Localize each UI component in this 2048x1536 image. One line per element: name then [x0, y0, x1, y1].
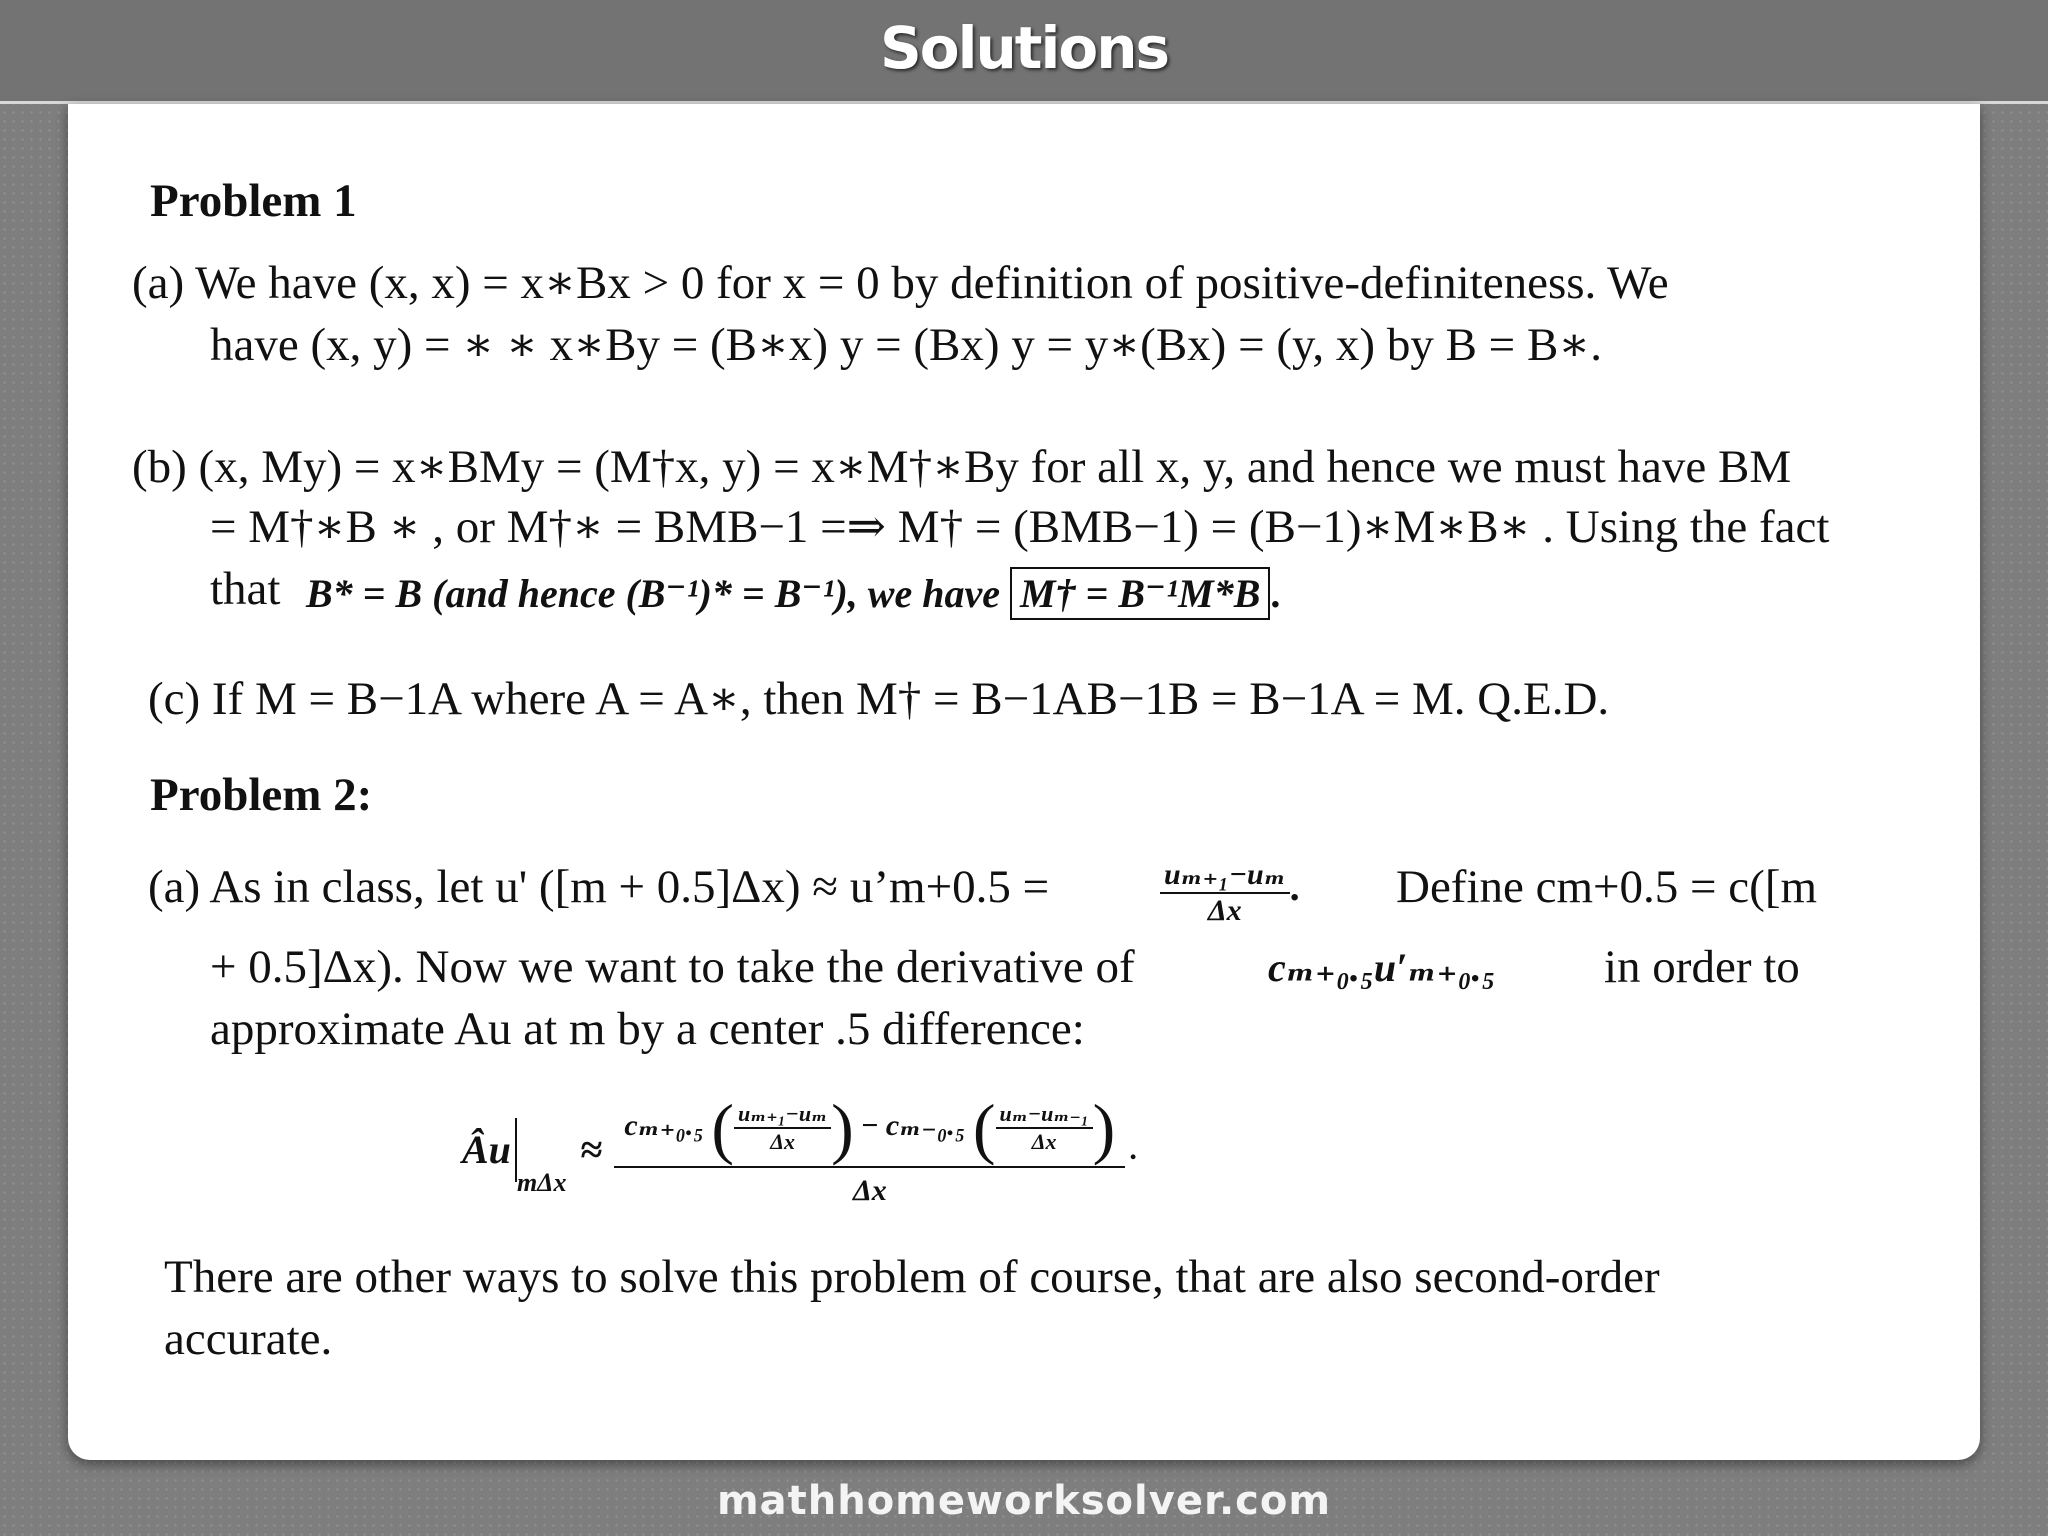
eq-denominator: Δx [852, 1174, 887, 1207]
problem2-a-frac-num: uₘ₊₁−uₘ [1160, 860, 1290, 894]
problem1-b-math-end: . [1270, 571, 1281, 616]
problem2-a-line2-end: in order to [1604, 941, 1800, 993]
problem2-a-line1-text: (a) As in class, let u' ([m + 0.5]Δx) ≈ u’m+0.5 = [148, 861, 1050, 913]
eq-end: . [1129, 1133, 1137, 1166]
eq-c2: cₘ₋₀.₅ [885, 1108, 966, 1142]
page-title: Solutions [879, 14, 1169, 82]
problem1-b-line3-prefix: that [210, 563, 281, 615]
title-bar [0, 0, 2048, 104]
problem1-b-math [306, 571, 1281, 616]
problem2-a-frac-den: Δx [1207, 894, 1242, 927]
problem2-a-fraction [1160, 860, 1300, 926]
problem2-a-define: Define cm+0.5 = c([m [1396, 861, 1818, 913]
problem1-b-line1: (b) (x, My) = x∗BMy = (M†x, y) = x∗M†∗By for all x, y, and hence we must have BM [132, 441, 1792, 493]
eq-f1-den: Δx [770, 1129, 795, 1154]
eq-lhs: Âu [462, 1118, 517, 1182]
problem2-a-line2-text: + 0.5]Δx). Now we want to take the derivative of [210, 941, 1135, 993]
eq-c1: cₘ₊₀.₅ [624, 1108, 704, 1142]
content-card [68, 104, 1980, 1460]
problem1-c-line: (c) If M = B−1A where A = A∗, then M† = B−1AB−1B = B−1A = M. Q.E.D. [148, 673, 1610, 725]
problem2-a-line3: approximate Au at m by a center .5 difference: [210, 1003, 1085, 1055]
eq-lhs-subscript: mΔx [516, 1168, 567, 1197]
problem1-b-math-boxed: M† = B⁻¹M*B [1010, 567, 1270, 620]
problem2-heading: Problem 2: [150, 769, 373, 821]
problem2-note-line1: There are other ways to solve this problem of course, that are also second-order [164, 1251, 1660, 1303]
eq-approx: ≈ [580, 1127, 603, 1172]
eq-f2-num: uₘ−uₘ₋₁ [996, 1103, 1093, 1129]
problem2-a-line2-math: cₘ₊₀.₅u′ₘ₊₀.₅ [1268, 945, 1496, 990]
problem1-a-line1: (a) We have (x, x) = x∗Bx > 0 for x = 0 by definition of positive-definiteness. We [132, 257, 1669, 309]
eq-minus: − [861, 1108, 879, 1142]
problem1-heading: Problem 1 [150, 175, 357, 227]
problem1-b-line2: = M†∗B ∗ , or M†∗ = BMB−1 =⇒ M† = (BMB−1) = (B−1)∗M∗B∗ . Using the fact [210, 501, 1830, 553]
eq-f1-num: uₘ₊₁−uₘ [734, 1103, 831, 1129]
eq-f2-den: Δx [1031, 1129, 1057, 1154]
problem1-b-math-plain: B* = B (and hence (B⁻¹)* = B⁻¹), we have [306, 571, 1000, 616]
footer-site: mathhomeworksolver.com [716, 1478, 1332, 1524]
difference-equation: Âu mΔx ≈ cₘ₊₀.₅ ( $\frac{\text{uₘ₊₁−uₘ}}{\Delta x}$ ) − cₘ₋₀.₅ ( $\frac{\text{uₘ−uₘ₋₁}}{\Delta x}$ ) Δx . [462, 1090, 1137, 1207]
problem1-a-line2: have (x, y) = ∗ ∗ x∗By = (B∗x) y = (Bx) y = y∗(Bx) = (y, x) by B = B∗. [210, 319, 1602, 371]
problem2-note-line2: accurate. [164, 1313, 333, 1365]
problem2-a-period: . [1289, 863, 1300, 909]
